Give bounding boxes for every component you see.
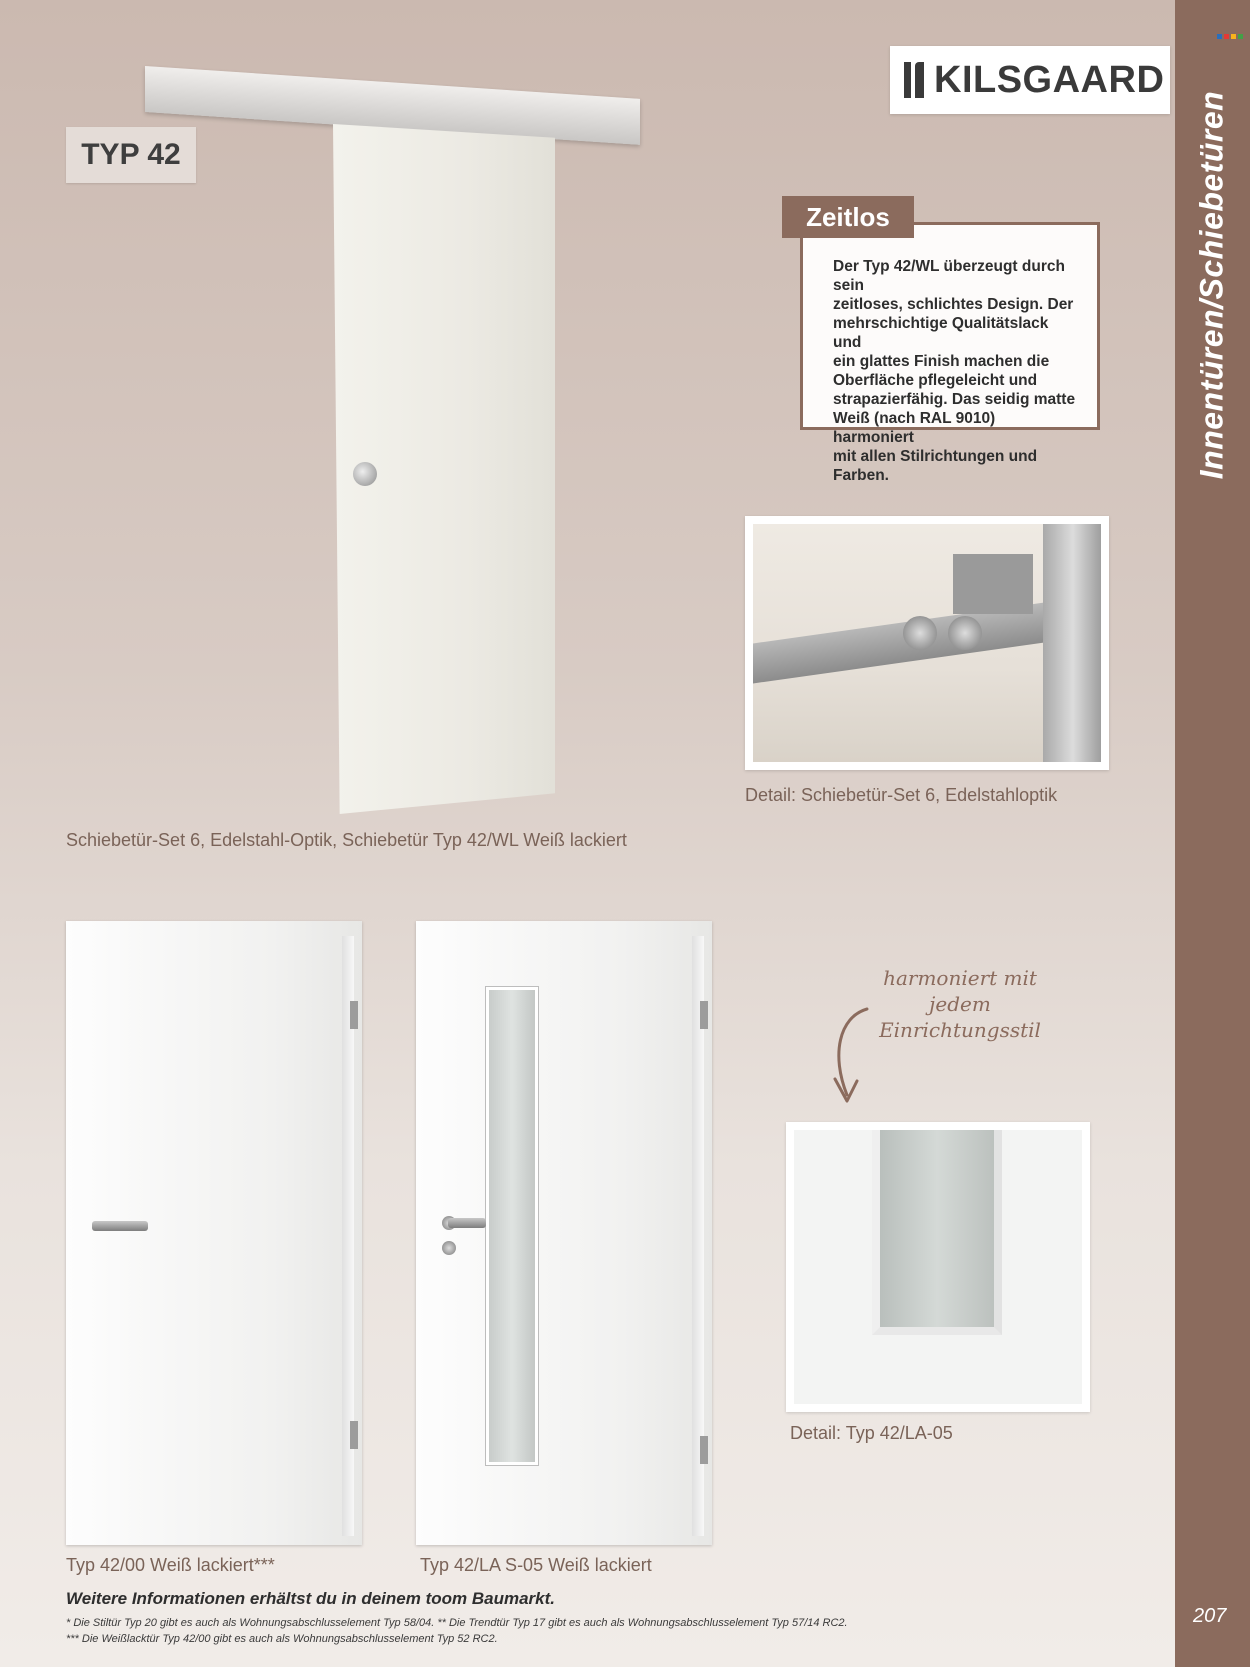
info-emphasis: pflegeleicht und [918,372,1038,389]
handwritten-line: harmoniert mit jedem [883,966,1037,1016]
caption-sliding-door: Schiebetür-Set 6, Edelstahl-Optik, Schiebetür Typ 42/WL Weiß lackiert [66,830,627,850]
info-line [833,371,1077,390]
footnote: * Die Stiltür Typ 20 gibt es auch als Wohnungsabschlusselement Typ 58/04. ** Die Trendtür Typ 17 gibt es auch als Wohnungsabschlusselement Typ 57/14 RC2. [66,1617,848,1629]
info-emphasis: strapazierfähig [833,391,944,408]
hinge-icon [350,1001,358,1029]
section-title: Innentüren/Schiebetüren [1193,90,1230,480]
door-handle-icon [448,1218,486,1228]
brand-logo [890,46,1170,114]
info-text: . Das seidig matte [943,391,1076,408]
info-line: Der Typ 42/WL überzeugt durch sein [833,258,1065,294]
info-line: mit allen Stilrichtungen und Farben. [833,448,1038,484]
caption-door-la: Typ 42/LA S-05 Weiß lackiert [420,1555,652,1575]
footer-info: Weitere Informationen erhältst du in deinem toom Baumarkt. [66,1589,555,1608]
page-number: 207 [1193,1605,1227,1627]
arrow-down-icon [825,1005,885,1105]
info-line: zeitloses, schlichtes Design. Der [833,296,1074,313]
color-dots [1217,34,1243,39]
zeitlos-info-box [800,222,1100,484]
color-dot [1231,34,1236,39]
type-label: TYP 42 [66,127,196,183]
info-line: mehrschichtige Qualitätslack und [833,315,1049,351]
roller-wheel-icon [903,616,937,650]
info-line: ein glattes Finish machen die [833,353,1050,370]
caption-door-00: Typ 42/00 Weiß lackiert*** [66,1555,275,1575]
hinge-icon [700,1001,708,1029]
info-text: Oberfläche [833,372,919,389]
roller-wheel-icon [948,616,982,650]
color-dot [1217,34,1222,39]
handwritten-line: Einrichtungsstil [879,1018,1041,1042]
hinge-icon [350,1421,358,1449]
caption-detail-la: Detail: Typ 42/LA-05 [790,1423,953,1443]
logo-mark-icon [904,62,926,98]
hinge-icon [700,1436,708,1464]
detail-la-photo [786,1122,1090,1412]
glass-detail [872,1130,1002,1335]
footnote: *** Die Weißlacktür Typ 42/00 gibt es auch als Wohnungsabschlusselement Typ 52 RC2. [66,1633,498,1645]
door-handle-icon [92,1221,148,1231]
door-image-typ-42-la [416,921,712,1545]
zeitlos-tag: Zeitlos [782,196,914,238]
door-image-typ-42-00 [66,921,362,1545]
keyhole-icon [442,1241,456,1255]
info-line [833,390,1077,409]
hardware-bracket [953,554,1033,614]
color-dot [1238,34,1243,39]
detail-hardware-photo [745,516,1109,770]
door-knob-icon [353,462,377,486]
hardware-post [1043,524,1101,762]
caption-detail-set: Detail: Schiebetür-Set 6, Edelstahloptik [745,785,1058,805]
logo-text: KILSGAARD [934,58,1165,101]
color-dot [1224,34,1229,39]
glass-insert [486,987,538,1465]
info-line: Weiß (nach RAL 9010) harmoniert [833,410,996,446]
